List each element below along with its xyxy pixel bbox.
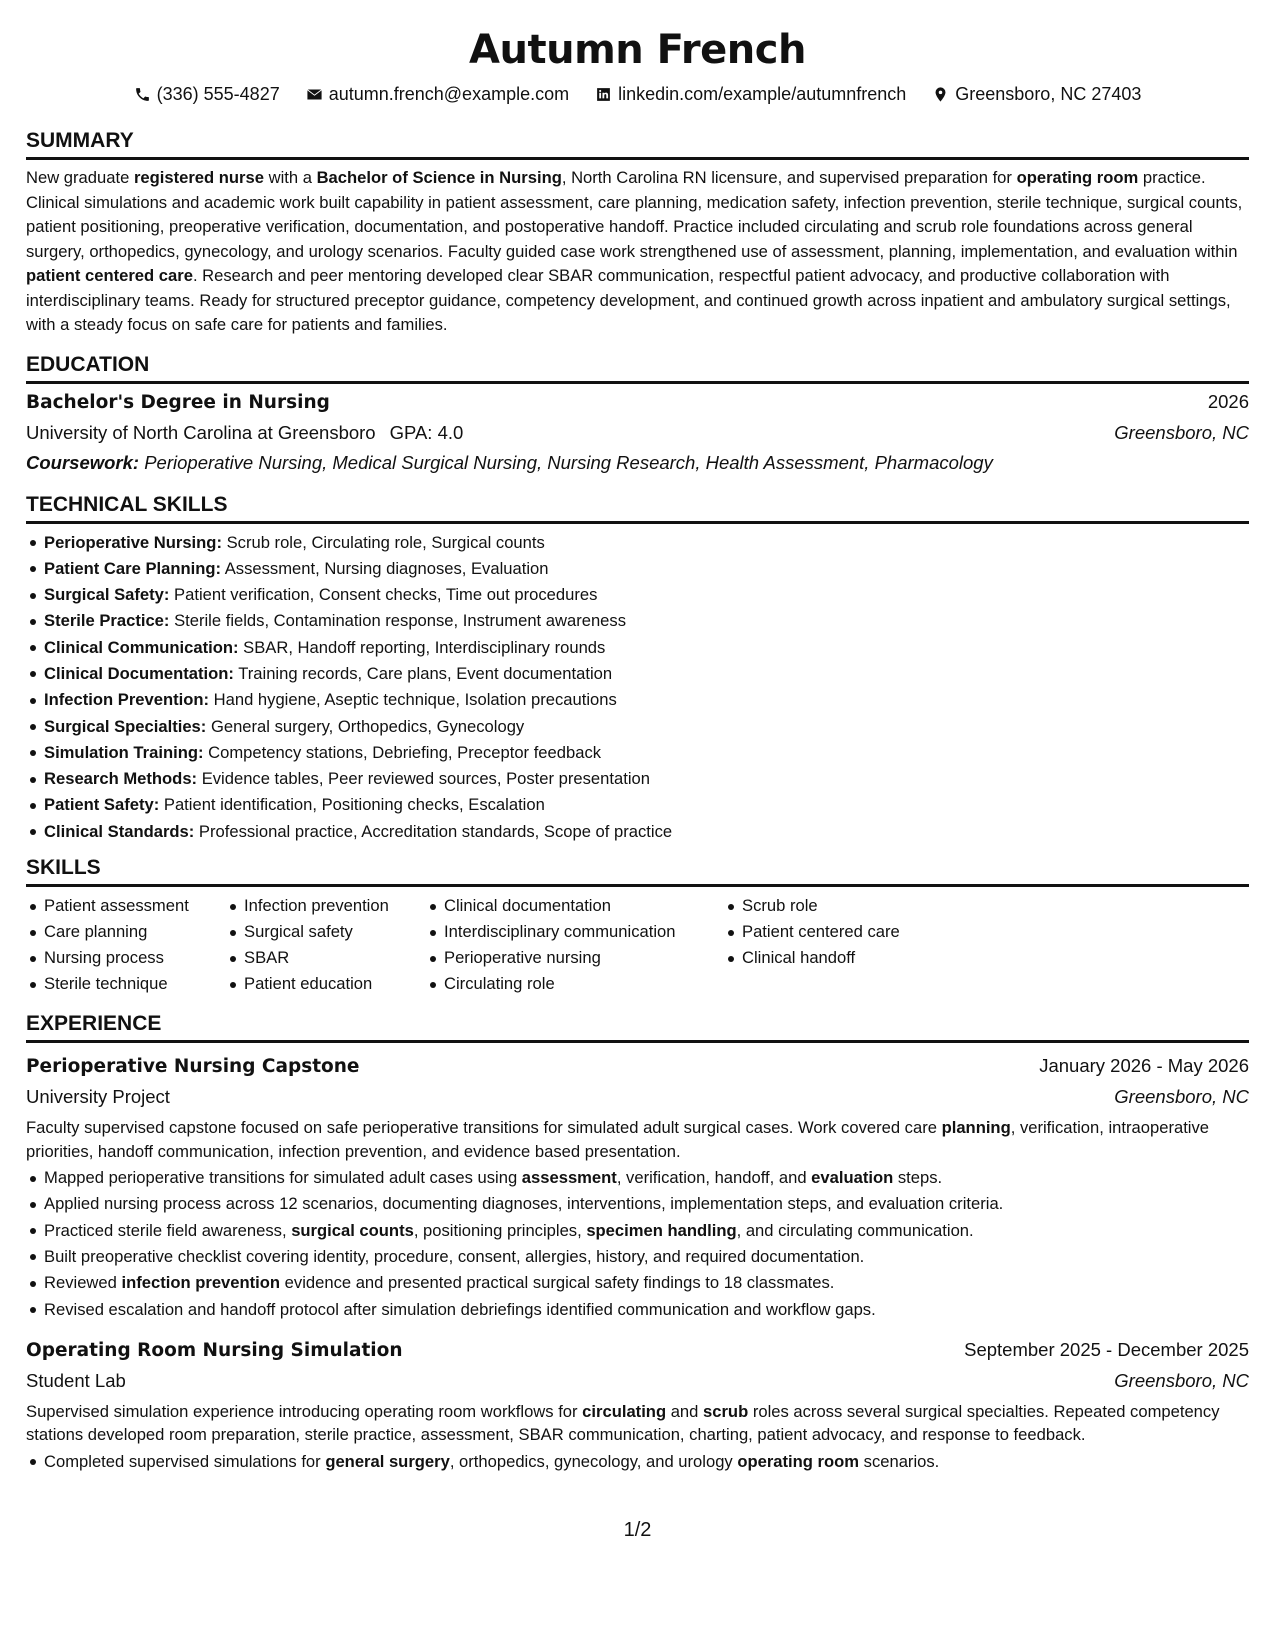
education-location: Greensboro, NC [1114,421,1249,443]
list-item: Infection prevention [244,893,426,919]
contact-phone[interactable] [134,82,280,106]
section-title-skills: SKILLS [26,855,1249,887]
list-item: Built preoperative checklist covering identity, procedure, consent, allergies, history, and required documentation. [44,1244,1249,1270]
envelope-icon [306,86,323,103]
job-bullets [26,1165,1249,1323]
map-pin-icon [932,86,949,103]
phone-icon [134,86,151,103]
job-org: Student Lab [26,1369,126,1391]
list-item: Research Methods: Evidence tables, Peer reviewed sources, Poster presentation [44,766,1249,792]
list-item: Patient assessment [44,893,226,919]
technical-skills-section [26,492,1249,846]
list-item: Applied nursing process across 12 scenarios, documenting diagnoses, interventions, implementation steps, and evaluation criteria. [44,1191,1249,1217]
contact-bar [26,82,1249,106]
list-item: Clinical Communication: SBAR, Handoff reporting, Interdisciplinary rounds [44,635,1249,661]
job-org-row [26,1366,1249,1396]
list-item: Scrub role [742,893,962,919]
contact-linkedin[interactable] [595,82,906,106]
list-item: Completed supervised simulations for general surgery, orthopedics, gynecology, and urology operating room scenarios. [44,1449,1249,1475]
list-item: Simulation Training: Competency stations, Debriefing, Preceptor feedback [44,740,1249,766]
section-title-technical-skills: TECHNICAL SKILLS [26,492,1249,524]
skills-column [226,893,426,997]
job-bullets [26,1449,1249,1475]
section-title-education: EDUCATION [26,352,1249,384]
list-item: Infection Prevention: Hand hygiene, Aseptic technique, Isolation precautions [44,687,1249,713]
education-date: 2026 [1207,390,1249,412]
list-item: Mapped perioperative transitions for simulated adult cases using assessment, verification, handoff, and evaluation steps. [44,1165,1249,1191]
list-item: Clinical Standards: Professional practice, Accreditation standards, Scope of practice [44,819,1249,845]
job-title: Operating Room Nursing Simulation [26,1339,403,1361]
education-gpa: GPA: 4.0 [389,421,464,443]
list-item: Nursing process [44,945,226,971]
skills-column [724,893,962,997]
page-number: 1/2 [623,1519,652,1541]
list-item: Clinical handoff [742,945,962,971]
email-text: autumn.french@example.com [328,84,570,104]
section-title-summary: SUMMARY [26,128,1249,160]
job-description: Supervised simulation experience introducing operating room workflows for circulating and scrub roles across several surgical specialties. Repeated competency stations developed room preparation, sterile practice, assessment, SBAR communication, charting, patient advocacy, and response to feedback. [26,1401,1220,1445]
education-degree: Bachelor's Degree in Nursing [26,391,330,413]
list-item: Sterile technique [44,971,226,997]
phone-text: (336) 555-4827 [156,84,280,104]
list-item: Perioperative nursing [444,945,724,971]
list-item: Reviewed infection prevention evidence and presented practical surgical safety findings to 18 classmates. [44,1270,1249,1296]
linkedin-text: linkedin.com/example/autumnfrench [618,84,907,104]
candidate-name: Autumn French [469,27,806,73]
list-item: Perioperative Nursing: Scrub role, Circulating role, Surgical counts [44,530,1249,556]
job-location: Greensboro, NC [1114,1369,1249,1391]
contact-location [932,82,1141,106]
list-item: Patient education [244,971,426,997]
education-coursework: Coursework: Perioperative Nursing, Medical Surgical Nursing, Nursing Research, Health Assessment, Pharmacology [26,451,993,473]
list-item: SBAR [244,945,426,971]
job-description: Faculty supervised capstone focused on safe perioperative transitions for simulated adult surgical cases. Work covered care planning, verification, intraoperative priorities, handoff communication, infection prevention, and evidence based presentation. [26,1118,1210,1161]
skills-grid [26,893,1249,997]
contact-email[interactable] [306,82,569,106]
list-item: Clinical Documentation: Training records, Care plans, Event documentation [44,661,1249,687]
experience-section [26,1011,1249,1475]
list-item: Patient centered care [742,919,962,945]
education-section [26,352,1249,478]
experience-entry [26,1335,1249,1475]
list-item: Patient Care Planning: Assessment, Nursing diagnoses, Evaluation [44,556,1249,582]
list-item: Sterile Practice: Sterile fields, Contamination response, Instrument awareness [44,608,1249,634]
skills-column [26,893,226,997]
list-item: Interdisciplinary communication [444,919,724,945]
section-title-experience: EXPERIENCE [26,1011,1249,1043]
list-item: Revised escalation and handoff protocol after simulation debriefings identified communication and workflow gaps. [44,1297,1249,1323]
job-title: Perioperative Nursing Capstone [26,1056,360,1078]
experience-entry [26,1051,1249,1323]
job-title-row [26,1335,1249,1366]
list-item: Surgical Safety: Patient verification, Consent checks, Time out procedures [44,582,1249,608]
list-item: Care planning [44,919,226,945]
list-item: Circulating role [444,971,724,997]
job-title-row [26,1051,1249,1082]
technical-skills-list [26,530,1249,846]
education-school-row [26,418,1249,448]
location-text: Greensboro, NC 27403 [955,84,1142,104]
summary-text: New graduate registered nurse with a Bachelor of Science in Nursing, North Carolina RN licensure, and supervised preparation for operating room practice. Clinical simulations and academic work built capability in patient assessment, care planning, medication safety, infection prevention, sterile technique, surgical counts, patient positioning, preoperative verification, documentation, and postoperative handoff. Practice included circulating and scrub role foundations across general surgery, orthopedics, gynecology, and urology scenarios. Faculty guided case work strengthened use of assessment, planning, implementation, and evaluation within patient centered care. Research and peer mentoring developed clear SBAR communication, respectful patient advocacy, and productive collaboration with interdisciplinary teams. Ready for structured preceptor guidance, competency development, and continued growth across inpatient and ambulatory surgical settings, with a steady focus on safe care for patients and families. [26,168,1243,334]
job-date: January 2026 - May 2026 [1039,1055,1249,1077]
job-org-row [26,1082,1249,1112]
education-degree-row [26,387,1249,418]
list-item: Surgical safety [244,919,426,945]
summary-section [26,128,1249,338]
education-school: University of North Carolina at Greensboro GPA: 4.0 [26,421,464,443]
job-org: University Project [26,1086,170,1108]
job-location: Greensboro, NC [1114,1086,1249,1108]
skills-section [26,855,1249,997]
job-date: September 2025 - December 2025 [964,1338,1249,1360]
list-item: Practiced sterile field awareness, surgical counts, positioning principles, specimen handling, and circulating communication. [44,1218,1249,1244]
linkedin-icon [595,86,612,103]
skills-column [426,893,724,997]
list-item: Clinical documentation [444,893,724,919]
list-item: Patient Safety: Patient identification, Positioning checks, Escalation [44,792,1249,818]
list-item: Surgical Specialties: General surgery, Orthopedics, Gynecology [44,714,1249,740]
